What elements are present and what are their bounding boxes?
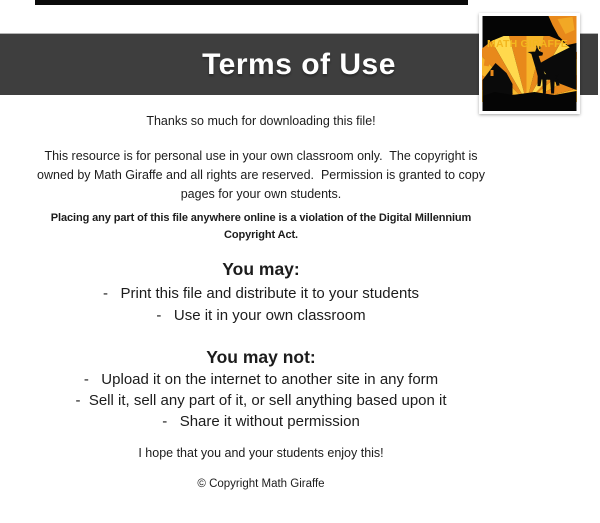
- copyright-text: © Copyright Math Giraffe: [197, 478, 325, 490]
- closing-text: I hope that you and your students enjoy this!: [138, 446, 384, 460]
- list-item: - Share it without permission: [162, 413, 360, 430]
- you-may-heading: You may:: [222, 259, 300, 279]
- list-item: - Use it in your own classroom: [156, 306, 366, 324]
- intro-text: Thanks so much for downloading this file!: [146, 114, 376, 128]
- dmca-notice: [0, 210, 522, 244]
- usage-paragraph: [0, 147, 522, 204]
- list-item: - Sell it, sell any part of it, or sell anything based upon it: [75, 392, 447, 409]
- page-title: Terms of Use: [202, 47, 396, 81]
- usage-line: owned by Math Giraffe and all rights are reserved. Permission is granted to copy: [37, 168, 485, 182]
- usage-line: pages for your own students.: [180, 187, 342, 201]
- you-may-not-heading: You may not:: [206, 347, 316, 367]
- dmca-line: Placing any part of this file anywhere online is a violation of the Digital Millennium: [50, 212, 472, 224]
- logo-brand-text: MATH GIRAFFE: [487, 38, 568, 50]
- usage-line: This resource is for personal use in your own classroom only. The copyright is: [44, 149, 478, 163]
- you-may-list: [0, 283, 522, 326]
- you-may-not-list: [0, 369, 522, 432]
- list-item: - Print this file and distribute it to your students: [103, 285, 419, 302]
- dmca-line: Copyright Act.: [224, 229, 298, 241]
- list-item: - Upload it on the internet to another site in any form: [83, 371, 439, 388]
